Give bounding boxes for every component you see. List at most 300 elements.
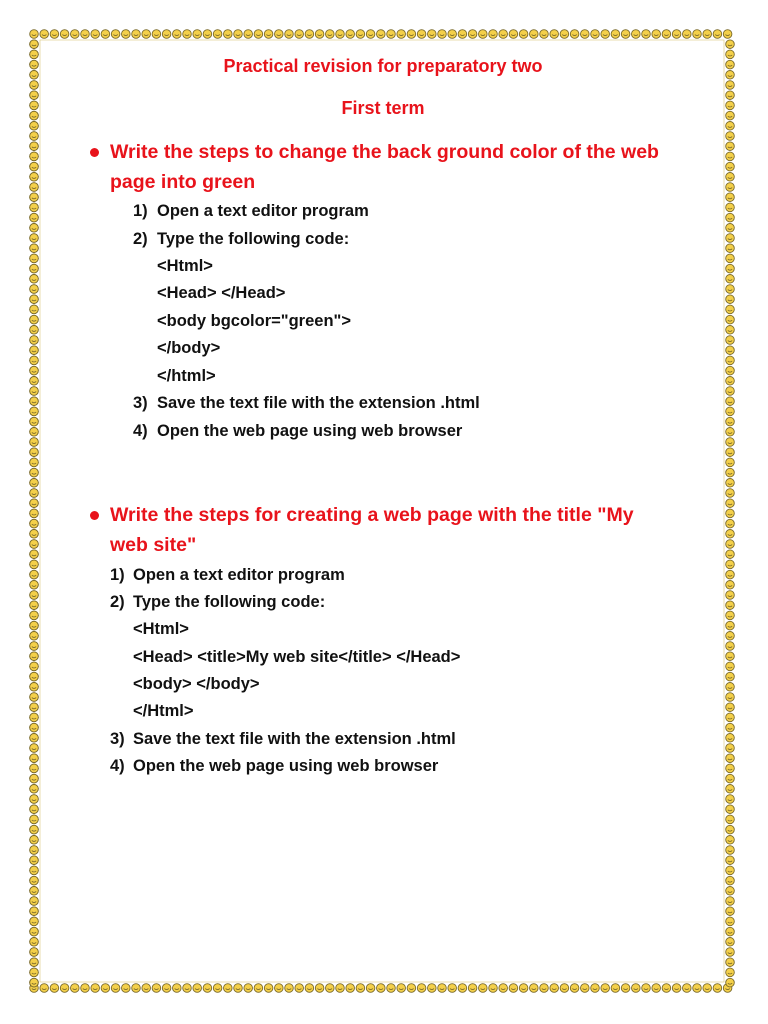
smiley-face-icon xyxy=(726,581,735,590)
smiley-face-icon xyxy=(111,984,120,993)
smiley-face-icon xyxy=(726,295,735,304)
smiley-face-icon xyxy=(468,30,477,39)
smiley-face-icon xyxy=(264,30,273,39)
smiley-face-icon xyxy=(726,203,735,212)
smiley-face-icon xyxy=(726,152,735,161)
smiley-face-icon xyxy=(387,984,396,993)
smiley-face-icon xyxy=(30,723,39,732)
smiley-face-icon xyxy=(642,984,651,993)
smiley-face-icon xyxy=(726,703,735,712)
smiley-face-icon xyxy=(162,30,171,39)
smiley-face-icon xyxy=(326,30,335,39)
smiley-face-icon xyxy=(726,938,735,947)
smiley-face-icon xyxy=(377,984,386,993)
smiley-face-icon xyxy=(30,479,39,488)
smiley-face-icon xyxy=(30,805,39,814)
smiley-face-icon xyxy=(550,984,559,993)
smiley-face-icon xyxy=(726,958,735,967)
smiley-face-icon xyxy=(60,30,69,39)
smiley-face-icon xyxy=(30,91,39,100)
section-2-step-2-number: 2) xyxy=(110,593,125,611)
smiley-face-icon xyxy=(652,984,661,993)
smiley-face-icon xyxy=(726,978,735,987)
smiley-face-icon xyxy=(726,601,735,610)
smiley-face-icon xyxy=(693,984,702,993)
smiley-face-icon xyxy=(726,713,735,722)
smiley-face-icon xyxy=(726,632,735,641)
smiley-face-icon xyxy=(683,984,692,993)
smiley-face-icon xyxy=(726,866,735,875)
smiley-face-icon xyxy=(173,984,182,993)
smiley-face-icon xyxy=(726,744,735,753)
section-1-code-line-5: </html> xyxy=(157,367,216,385)
section-1-code-line-4: </body> xyxy=(157,339,221,357)
section-2-step-4-number: 4) xyxy=(110,757,125,775)
smiley-face-icon xyxy=(519,984,528,993)
smiley-face-icon xyxy=(726,489,735,498)
smiley-face-icon xyxy=(726,60,735,69)
smiley-face-icon xyxy=(326,984,335,993)
smiley-face-icon xyxy=(142,984,151,993)
smiley-face-icon xyxy=(30,530,39,539)
smiley-face-icon xyxy=(122,984,131,993)
smiley-face-icon xyxy=(726,591,735,600)
smiley-face-icon xyxy=(703,984,712,993)
smiley-face-icon xyxy=(621,984,630,993)
smiley-face-icon xyxy=(540,30,549,39)
section-1-heading xyxy=(110,137,659,197)
smiley-face-icon xyxy=(30,448,39,457)
page-title: Practical revision for preparatory two xyxy=(223,56,543,76)
section-1-code-line-2: <Head> </Head> xyxy=(157,284,286,302)
smiley-face-icon xyxy=(726,825,735,834)
smiley-face-icon xyxy=(530,30,539,39)
smiley-face-icon xyxy=(234,30,243,39)
smiley-face-icon xyxy=(499,984,508,993)
page-subtitle: First term xyxy=(341,98,425,118)
smiley-face-icon xyxy=(489,984,498,993)
smiley-face-icon xyxy=(30,397,39,406)
smiley-face-icon xyxy=(30,509,39,518)
smiley-face-icon xyxy=(726,846,735,855)
smiley-face-icon xyxy=(726,428,735,437)
smiley-face-icon xyxy=(581,984,590,993)
smiley-face-icon xyxy=(726,948,735,957)
smiley-face-icon xyxy=(726,734,735,743)
smiley-face-icon xyxy=(509,984,518,993)
smiley-face-icon xyxy=(540,984,549,993)
smiley-face-icon xyxy=(683,30,692,39)
smiley-face-icon xyxy=(601,30,610,39)
smiley-face-icon xyxy=(30,713,39,722)
smiley-face-icon xyxy=(30,632,39,641)
smiley-face-icon xyxy=(726,101,735,110)
smiley-face-icon xyxy=(30,591,39,600)
smiley-face-icon xyxy=(726,887,735,896)
section-1-step-2-number: 2) xyxy=(133,230,148,248)
smiley-face-icon xyxy=(183,984,192,993)
smiley-face-icon xyxy=(726,785,735,794)
smiley-face-icon xyxy=(30,927,39,936)
smiley-face-icon xyxy=(726,764,735,773)
smiley-face-icon xyxy=(71,30,80,39)
smiley-face-icon xyxy=(224,30,233,39)
smiley-face-icon xyxy=(30,938,39,947)
smiley-face-icon xyxy=(346,30,355,39)
smiley-face-icon xyxy=(726,540,735,549)
smiley-face-icon xyxy=(30,785,39,794)
smiley-face-icon xyxy=(60,984,69,993)
smiley-face-icon xyxy=(726,560,735,569)
smiley-face-icon xyxy=(397,984,406,993)
smiley-face-icon xyxy=(726,917,735,926)
smiley-face-icon xyxy=(726,193,735,202)
smiley-face-icon xyxy=(726,968,735,977)
smiley-face-icon xyxy=(621,30,630,39)
smiley-face-icon xyxy=(726,693,735,702)
smiley-face-icon xyxy=(30,264,39,273)
smiley-face-icon xyxy=(726,499,735,508)
smiley-face-icon xyxy=(726,356,735,365)
smiley-face-icon xyxy=(726,468,735,477)
smiley-face-icon xyxy=(40,984,49,993)
smiley-face-icon xyxy=(30,468,39,477)
smiley-face-icon xyxy=(30,152,39,161)
smiley-face-icon xyxy=(726,275,735,284)
smiley-face-icon xyxy=(726,570,735,579)
smiley-face-icon xyxy=(81,30,90,39)
smiley-face-icon xyxy=(244,30,253,39)
smiley-face-icon xyxy=(30,621,39,630)
smiley-face-icon xyxy=(642,30,651,39)
smiley-face-icon xyxy=(723,30,732,39)
smiley-face-icon xyxy=(30,499,39,508)
smiley-face-icon xyxy=(611,30,620,39)
smiley-face-icon xyxy=(30,438,39,447)
smiley-face-icon xyxy=(591,984,600,993)
smiley-face-icon xyxy=(234,984,243,993)
smiley-face-icon xyxy=(254,984,263,993)
smiley-face-icon xyxy=(601,984,610,993)
smiley-face-icon xyxy=(30,428,39,437)
smiley-face-icon xyxy=(30,193,39,202)
smiley-face-icon xyxy=(142,30,151,39)
section-1-step-4-number: 4) xyxy=(133,422,148,440)
smiley-face-icon xyxy=(726,264,735,273)
smiley-face-icon xyxy=(726,652,735,661)
smiley-face-icon xyxy=(726,815,735,824)
smiley-face-icon xyxy=(30,611,39,620)
smiley-face-icon xyxy=(726,162,735,171)
smiley-face-icon xyxy=(726,366,735,375)
smiley-face-icon xyxy=(499,30,508,39)
smiley-face-icon xyxy=(428,30,437,39)
smiley-face-icon xyxy=(30,815,39,824)
smiley-face-icon xyxy=(30,836,39,845)
smiley-face-icon xyxy=(30,203,39,212)
smiley-face-icon xyxy=(726,907,735,916)
smiley-face-icon xyxy=(315,984,324,993)
smiley-face-icon xyxy=(30,285,39,294)
smiley-face-icon xyxy=(570,30,579,39)
smiley-face-icon xyxy=(30,978,39,987)
smiley-face-icon xyxy=(726,397,735,406)
smiley-face-icon xyxy=(285,984,294,993)
smiley-face-icon xyxy=(162,984,171,993)
smiley-face-icon xyxy=(30,693,39,702)
smiley-face-icon xyxy=(726,795,735,804)
smiley-face-icon xyxy=(611,984,620,993)
smiley-face-icon xyxy=(726,519,735,528)
smiley-face-icon xyxy=(726,805,735,814)
smiley-face-icon xyxy=(356,30,365,39)
smiley-face-icon xyxy=(336,984,345,993)
smiley-face-icon xyxy=(30,672,39,681)
smiley-face-icon xyxy=(726,683,735,692)
smiley-face-icon xyxy=(387,30,396,39)
smiley-face-icon xyxy=(30,326,39,335)
section-1-step-3-text: Save the text file with the extension .html xyxy=(157,394,480,412)
smiley-face-icon xyxy=(30,703,39,712)
smiley-face-icon xyxy=(632,984,641,993)
section-1-code-line-3: <body bgcolor="green"> xyxy=(157,312,351,330)
smiley-face-icon xyxy=(40,30,49,39)
smiley-face-icon xyxy=(468,984,477,993)
smiley-face-icon xyxy=(591,30,600,39)
smiley-face-icon xyxy=(295,30,304,39)
smiley-face-icon xyxy=(581,30,590,39)
smiley-face-icon xyxy=(30,570,39,579)
smiley-face-icon xyxy=(305,984,314,993)
smiley-face-icon xyxy=(726,897,735,906)
smiley-face-icon xyxy=(30,417,39,426)
smiley-face-icon xyxy=(726,315,735,324)
smiley-face-icon xyxy=(30,377,39,386)
section-1-code-line-1: <Html> xyxy=(157,257,213,275)
smiley-face-icon xyxy=(550,30,559,39)
smiley-face-icon xyxy=(417,984,426,993)
smiley-face-icon xyxy=(703,30,712,39)
smiley-face-icon xyxy=(173,30,182,39)
smiley-face-icon xyxy=(30,876,39,885)
smiley-face-icon xyxy=(30,295,39,304)
smiley-face-icon xyxy=(448,30,457,39)
smiley-face-icon xyxy=(30,142,39,151)
smiley-face-icon xyxy=(519,30,528,39)
smiley-face-icon xyxy=(428,984,437,993)
smiley-face-icon xyxy=(726,836,735,845)
smiley-face-icon xyxy=(417,30,426,39)
smiley-face-icon xyxy=(726,876,735,885)
smiley-face-icon xyxy=(407,984,416,993)
section-1-step-4-text: Open the web page using web browser xyxy=(157,422,463,440)
smiley-face-icon xyxy=(30,652,39,661)
smiley-face-icon xyxy=(726,856,735,865)
smiley-face-icon xyxy=(652,30,661,39)
section-2-step-2-text: Type the following code: xyxy=(133,593,326,611)
smiley-face-icon xyxy=(726,611,735,620)
section-2-heading-line-1: Write the steps for creating a web page with the title "My xyxy=(110,504,634,526)
smiley-face-icon xyxy=(275,30,284,39)
smiley-face-icon xyxy=(726,774,735,783)
smiley-face-icon xyxy=(81,984,90,993)
smiley-face-icon xyxy=(30,917,39,926)
smiley-face-icon xyxy=(726,254,735,263)
smiley-face-icon xyxy=(30,519,39,528)
smiley-face-icon xyxy=(30,948,39,957)
smiley-face-icon xyxy=(30,581,39,590)
smiley-face-icon xyxy=(336,30,345,39)
smiley-face-icon xyxy=(726,458,735,467)
smiley-face-icon xyxy=(693,30,702,39)
smiley-face-icon xyxy=(726,723,735,732)
smiley-face-icon xyxy=(30,111,39,120)
smiley-face-icon xyxy=(479,984,488,993)
smiley-face-icon xyxy=(30,887,39,896)
smiley-face-icon xyxy=(726,326,735,335)
section-1-step-2-text: Type the following code: xyxy=(157,230,350,248)
smiley-face-icon xyxy=(726,50,735,59)
section-2-code-line-1: <Html> xyxy=(133,620,189,638)
smiley-face-icon xyxy=(726,173,735,182)
section-2-step-4-text: Open the web page using web browser xyxy=(133,757,439,775)
smiley-face-icon xyxy=(726,509,735,518)
smiley-face-icon xyxy=(377,30,386,39)
smiley-face-icon xyxy=(726,336,735,345)
smiley-face-icon xyxy=(726,213,735,222)
smiley-face-icon xyxy=(397,30,406,39)
smiley-face-icon xyxy=(30,683,39,692)
smiley-face-icon xyxy=(30,550,39,559)
smiley-face-icon xyxy=(203,30,212,39)
smiley-face-icon xyxy=(183,30,192,39)
smiley-face-icon xyxy=(30,60,39,69)
smiley-face-icon xyxy=(346,984,355,993)
smiley-face-icon xyxy=(30,774,39,783)
round-bullet-icon xyxy=(90,148,99,157)
smiley-face-icon xyxy=(726,642,735,651)
smiley-face-icon xyxy=(30,356,39,365)
smiley-face-icon xyxy=(30,662,39,671)
section-1-step-1-text: Open a text editor program xyxy=(157,202,369,220)
smiley-face-icon xyxy=(438,30,447,39)
smiley-face-icon xyxy=(30,244,39,253)
smiley-face-icon xyxy=(726,122,735,131)
smiley-face-icon xyxy=(315,30,324,39)
section-2-step-1-number: 1) xyxy=(110,566,125,584)
smiley-face-icon xyxy=(71,984,80,993)
smiley-face-icon xyxy=(726,142,735,151)
section-2-heading xyxy=(110,500,634,560)
round-bullet-icon xyxy=(90,511,99,520)
smiley-face-icon xyxy=(193,30,202,39)
smiley-face-icon xyxy=(30,560,39,569)
smiley-face-icon xyxy=(458,30,467,39)
smiley-face-icon xyxy=(726,40,735,49)
smiley-face-icon xyxy=(726,662,735,671)
smiley-face-icon xyxy=(726,81,735,90)
section-1-step-3-number: 3) xyxy=(133,394,148,412)
smiley-face-icon xyxy=(726,672,735,681)
smiley-face-icon xyxy=(30,122,39,131)
smiley-face-icon xyxy=(30,213,39,222)
smiley-face-icon xyxy=(30,897,39,906)
smiley-face-icon xyxy=(560,984,569,993)
smiley-face-icon xyxy=(726,407,735,416)
smiley-face-icon xyxy=(30,907,39,916)
smiley-face-icon xyxy=(30,132,39,141)
smiley-face-icon xyxy=(662,984,671,993)
smiley-face-icon xyxy=(30,40,39,49)
document-page xyxy=(44,44,722,974)
section-2-code-line-4: </Html> xyxy=(133,702,194,720)
smiley-face-icon xyxy=(30,173,39,182)
smiley-face-icon xyxy=(30,101,39,110)
smiley-face-icon xyxy=(726,927,735,936)
smiley-face-icon xyxy=(264,984,273,993)
smiley-face-icon xyxy=(407,30,416,39)
smiley-face-icon xyxy=(30,866,39,875)
smiley-face-icon xyxy=(713,984,722,993)
smiley-face-icon xyxy=(30,305,39,314)
smiley-face-icon xyxy=(438,984,447,993)
smiley-face-icon xyxy=(479,30,488,39)
smiley-face-icon xyxy=(726,387,735,396)
smiley-face-icon xyxy=(726,244,735,253)
section-1-step-1-number: 1) xyxy=(133,202,148,220)
smiley-face-icon xyxy=(30,489,39,498)
smiley-face-icon xyxy=(356,984,365,993)
smiley-face-icon xyxy=(726,183,735,192)
smiley-face-icon xyxy=(726,377,735,386)
smiley-face-icon xyxy=(30,336,39,345)
smiley-face-icon xyxy=(366,30,375,39)
smiley-face-icon xyxy=(91,984,100,993)
smiley-face-icon xyxy=(30,315,39,324)
smiley-face-icon xyxy=(726,234,735,243)
smiley-face-icon xyxy=(275,984,284,993)
smiley-face-icon xyxy=(213,984,222,993)
smiley-face-icon xyxy=(30,224,39,233)
smiley-face-icon xyxy=(30,846,39,855)
smiley-face-icon xyxy=(30,825,39,834)
smiley-face-icon xyxy=(530,984,539,993)
smiley-face-icon xyxy=(448,984,457,993)
smiley-face-icon xyxy=(30,968,39,977)
smiley-face-icon xyxy=(632,30,641,39)
smiley-face-icon xyxy=(122,30,131,39)
smiley-face-icon xyxy=(152,30,161,39)
smiley-face-icon xyxy=(244,984,253,993)
section-2-step-1-text: Open a text editor program xyxy=(133,566,345,584)
smiley-face-icon xyxy=(30,387,39,396)
smiley-face-icon xyxy=(726,346,735,355)
smiley-face-icon xyxy=(213,30,222,39)
smiley-face-icon xyxy=(30,458,39,467)
smiley-face-icon xyxy=(305,30,314,39)
smiley-face-icon xyxy=(30,71,39,80)
smiley-face-icon xyxy=(111,30,120,39)
smiley-face-icon xyxy=(509,30,518,39)
smiley-face-icon xyxy=(30,734,39,743)
smiley-face-icon xyxy=(726,91,735,100)
smiley-face-icon xyxy=(50,30,59,39)
smiley-face-icon xyxy=(132,30,141,39)
smiley-face-icon xyxy=(30,642,39,651)
smiley-face-icon xyxy=(30,50,39,59)
smiley-face-icon xyxy=(30,81,39,90)
smiley-face-icon xyxy=(224,984,233,993)
